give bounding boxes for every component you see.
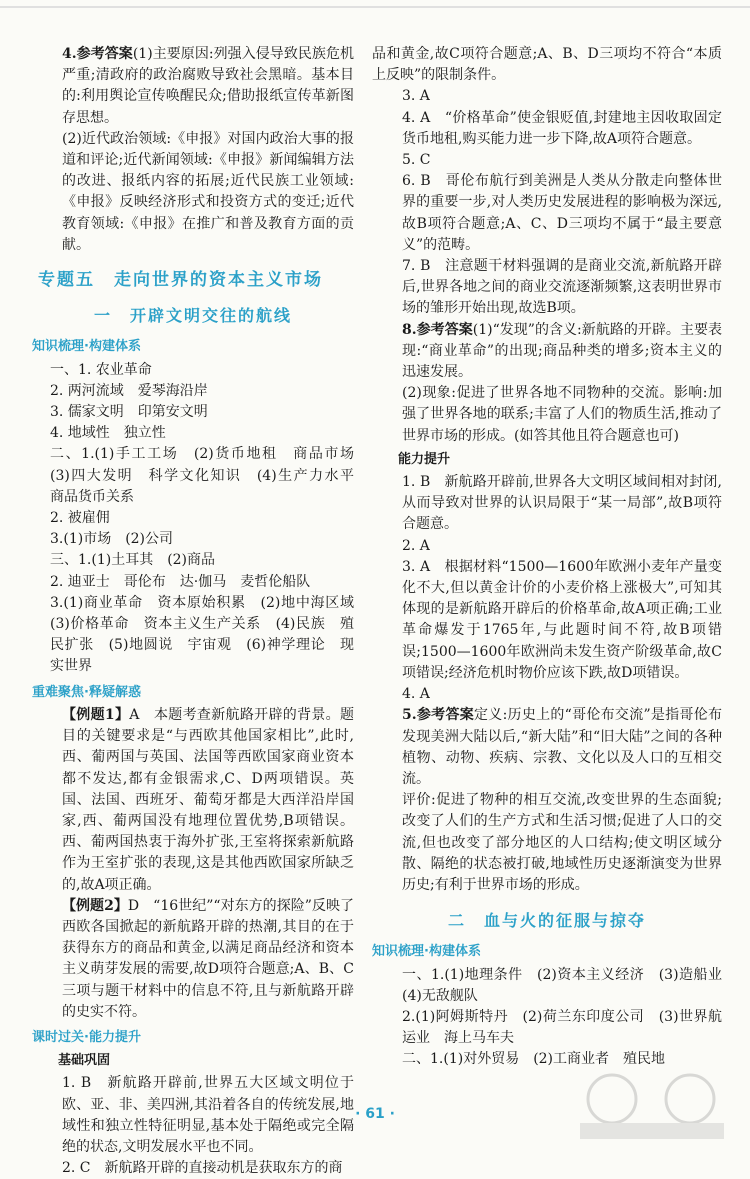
q-number: 8. <box>402 321 417 338</box>
question-answer: 品和黄金,故C项符合题意;A、B、D三项均不符合“本质上反映”的限制条件。 <box>372 46 722 84</box>
answer-label: 参考答案 <box>416 321 473 338</box>
list-item: 一、1. 农业革命 <box>50 361 152 378</box>
tag-practice: 课时过关·能力提升 <box>32 1029 141 1045</box>
example-text: A 本题考查新航路开辟的背景。题目的关键要求是“与西欧其他国家相比”,此时,西、葡两国与英国、法国等西欧国家商业资本都不发达,都有金银需求,C、D两项错误。英国、法国、西班牙、葡萄牙都是大西洋沿岸国家,西、葡两国没有地理位置优势,B项错误。西、葡两国热衷于海外扩张,王室将探索新航路作为王室扩张的表现,这是其他西欧国家所缺乏的,故A项正确。 <box>62 706 354 893</box>
left-column <box>32 44 368 1179</box>
list-item: 2.(1)阿姆斯特丹 (2)荷兰东印度公司 (3)世界航运业 海上马车夫 <box>402 1008 722 1047</box>
question-answer: 3. A 根据材料“1500—1600年欧洲小麦年产量变化不大,但以黄金计价的小麦价格上涨极大”,可知其体现的是新航路开辟后的价格革命,故A项正确;工业革命爆发于1765年,与此题时间不符,故B项错误;1500—1600年欧洲尚未发生资产阶级革命,故C项错误;经济危机时物价应该下跌,故D项错误。 <box>402 558 722 681</box>
list-item: 3.(1)市场 (2)公司 <box>50 531 174 548</box>
list-item: 4. 地域性 独立性 <box>50 425 166 442</box>
question-answer: 2. A <box>402 537 430 554</box>
question-answer: 1. B 新航路开辟前,世界各大文明区域间相对封闭,从而导致对世界的认识局限于“某一局部”,故B项符合题意。 <box>402 474 722 533</box>
list-item: 3. 儒家文明 印第安文明 <box>50 404 208 421</box>
answer-text: 定义:历史上的“哥伦布交流”是指哥伦布发现美洲大陆以后,“新大陆”和“旧大陆”之间的各种植物、动物、疾病、宗教、文化以及人口的互相交流。 <box>402 707 723 787</box>
answer-4-part2: (2)近代政治领域:《申报》对国内政治大事的报道和评论;近代新闻领域:《申报》新闻编辑方法的改进、报纸内容的拓展;近代民族工业领域:《申报》反映经济形式和投资方式的变迁;近代教育领域:《申报》在推广和普及教育方面的贡献。 <box>62 130 354 253</box>
list-item: 一、1.(1)地理条件 (2)资本主义经济 (3)造船业 (4)无敌舰队 <box>402 966 736 1004</box>
top-border <box>0 6 750 8</box>
answer-4 <box>32 44 354 129</box>
answer-label: 参考答案 <box>416 707 475 724</box>
answer-text: (1)主要原因:列强入侵导致民族危机严重;清政府的政治腐败导致社会黑暗。基本目的:利用舆论宣传唤醒民众;借助报纸宣传革新图存思想。 <box>62 46 354 126</box>
question-answer: 4. A “价格革命”使金银贬值,封建地主因收取固定货币地租,购买能力进一步下降,故A项符合题意。 <box>402 109 722 147</box>
q-number: 5. <box>402 707 417 724</box>
example-label: 【例题1】 <box>62 706 130 723</box>
list-item: 2. 被雇佣 <box>50 510 110 527</box>
question-answer: 2. C 新航路开辟的直接动机是获取东方的商 <box>62 1160 343 1177</box>
subheading-advanced: 能力提升 <box>398 451 451 467</box>
answer-5-part2: 评价:促进了物种的相互交流,改变世界的生态面貌;改变了人们的生产方式和生活习惯;促进了人口的交流,但也改变了部分地区的人口结构;使文明区域分散、隔绝的状态被打破,地域性历史逐渐演变为世界历史;有利于世界市场的形成。 <box>402 792 722 893</box>
subheading-basic: 基础巩固 <box>58 1053 111 1069</box>
answer-8 <box>372 320 722 384</box>
section-title-2: 二 血与火的征服与掠夺 <box>447 911 646 931</box>
watermark-logo <box>572 1065 732 1145</box>
question-answer: 3. A <box>402 88 430 105</box>
list-item: 2. 两河流域 爱琴海沿岸 <box>50 382 208 399</box>
section-title-1: 一 开辟文明交往的航线 <box>93 306 292 326</box>
question-answer: 1. B 新航路开辟前,世界五大区域文明位于欧、亚、非、美四洲,其沿着各自的传统发展,地域性和独立性特征明显,基本处于隔绝或完全隔绝的状态,文明发展水平也不同。 <box>62 1075 354 1155</box>
answer-5 <box>372 705 722 790</box>
answer-text: (1)“发现”的含义:新航路的开辟。主要表现:“商业革命”的出现;商品种类的增多;资本主义的迅速发展。 <box>402 321 722 381</box>
example-text: D “16世纪”“对东方的探险”反映了西欧各国掀起的新航路开辟的热潮,其目的在于获得东方的商品和黄金,以满足商品经济和资本主义萌芽发展的需要,故D项符合题意;A、B、C三项与题干材料中的信息不符,且与新航路开辟的史实不符。 <box>62 897 354 1020</box>
answer-label: 参考答案 <box>76 46 133 62</box>
list-item: 2. 迪亚士 哥伦布 达·伽马 麦哲伦船队 <box>50 573 311 590</box>
list-item: 二、1.(1)对外贸易 (2)工商业者 殖民地 <box>402 1051 666 1068</box>
tag-knowledge: 知识梳理·构建体系 <box>32 339 141 355</box>
right-column <box>372 44 736 1071</box>
q-number: 4. <box>62 46 77 62</box>
list-item: 3.(1)商业革命 资本原始积累 (2)地中海区域 (3)价格革命 资本主义生产关系 (4)民族 殖民扩张 (5)地圆说 宇宙观 (6)神学理论 现实世界 <box>50 594 368 675</box>
question-answer: 6. B 哥伦布航行到美洲是人类从分散走向整体世界的重要一步,对人类历史发展进程的影响极为深远,故B项符合题意;A、C、D三项均不属于“最主要意义”的范畴。 <box>402 173 722 253</box>
question-answer: 4. A <box>402 686 430 703</box>
tag-focus: 重难聚焦·释疑解惑 <box>32 684 141 700</box>
question-answer: 7. B 注意题干材料强调的是商业交流,新航路开辟后,世界各地之间的商业交流逐渐频繁,这表明世界市场的雏形开始出现,故选B项。 <box>402 258 722 317</box>
example-2 <box>32 896 354 1023</box>
list-item: 三、1.(1)土耳其 (2)商品 <box>50 552 216 569</box>
chapter-title: 专题五 走向世界的资本主义市场 <box>38 270 323 291</box>
example-1 <box>32 705 354 896</box>
answer-8-part2: (2)现象:促进了世界各地不同物种的交流。影响:加强了世界各地的联系;丰富了人们的物质生活,推动了世界市场的形成。(如答其他且符合题意也可) <box>402 385 722 444</box>
list-item: 二、1.(1)手工工场 (2)货币地租 商品市场 (3)四大发明 科学文化知识 (4)生产力水平 商品货币关系 <box>50 446 368 505</box>
example-label: 【例题2】 <box>62 897 128 914</box>
question-answer: 5. C <box>402 152 431 169</box>
tag-knowledge-2: 知识梳理·构建体系 <box>372 944 481 960</box>
page-number: · 61 · <box>355 1106 395 1122</box>
